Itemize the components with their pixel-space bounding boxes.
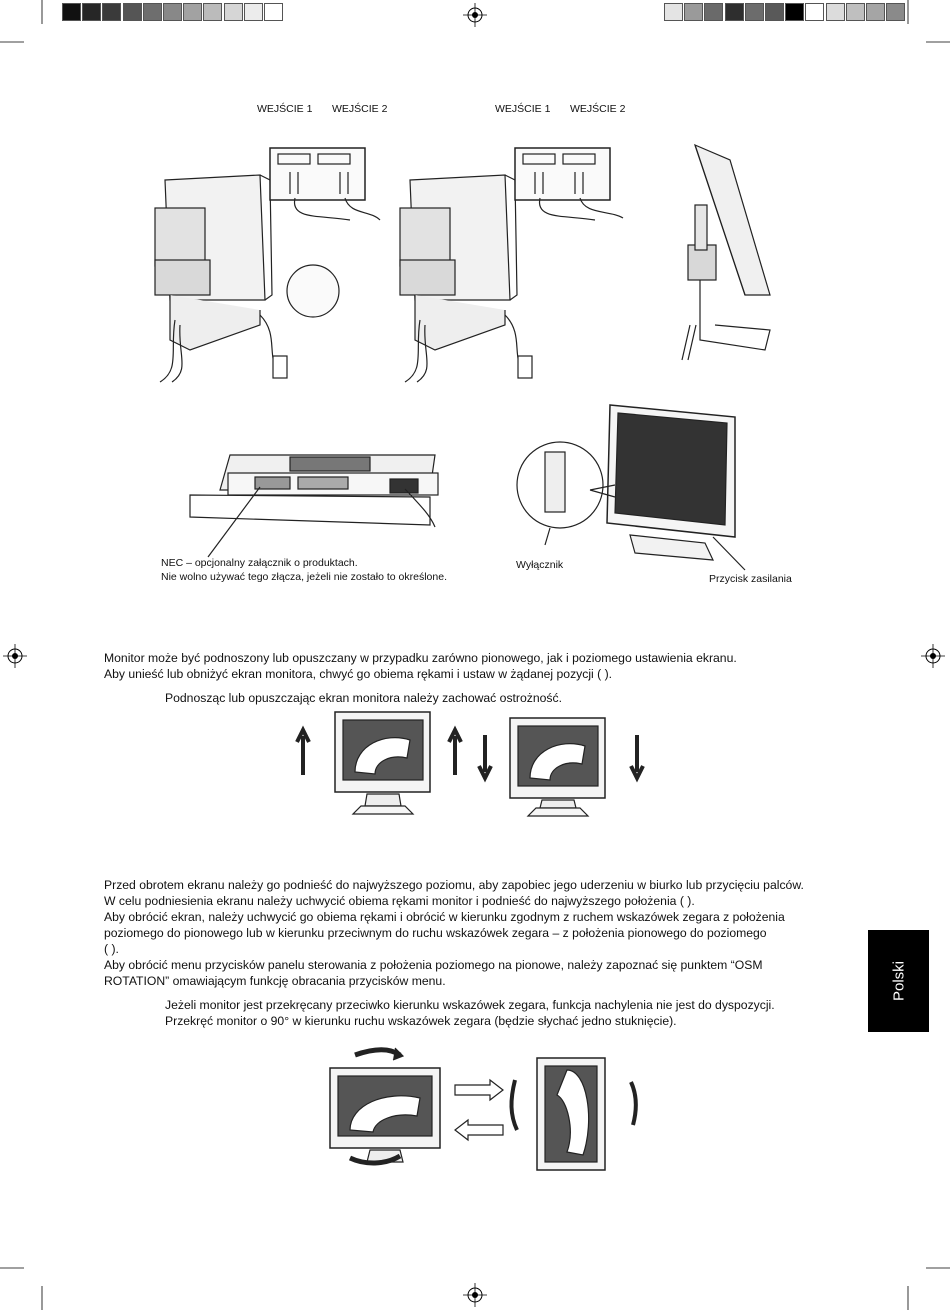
- rotation-illustration: [305, 1030, 645, 1180]
- rotate-text-line4: poziomego do pionowego lub w kierunku przeciwnym do ruchu wskazówek zegara – z położenia pionowego do poziomego: [104, 926, 767, 940]
- cable-connection-illustration-a: [150, 120, 390, 400]
- switch-label: Wyłącznik: [516, 559, 564, 571]
- rotate-text-line6: Aby obrócić menu przycisków panelu sterowania z położenia poziomego na pionowe, należy zapoznać się punktem “OSM: [104, 958, 763, 972]
- cable-connection-illustration-b: [395, 120, 635, 400]
- registration-target-left-icon: [3, 644, 27, 668]
- input-1-label-b: WEJŚCIE 1: [495, 103, 551, 115]
- rotate-note-line2: Przekręć monitor o 90° w kierunku ruchu wskazówek zegara (będzie słychać jedno stuknięcie).: [165, 1014, 677, 1028]
- lift-text-line2: Aby unieść lub obniżyć ekran monitora, chwyć go obiema rękami i ustaw w żądanej pozycji ( ).: [104, 667, 613, 681]
- rotate-text-line1: Przed obrotem ekranu należy go podnieść do najwyższego poziomu, aby zapobiec jego uderzeniu w biurko lub przycięciu palców.: [104, 878, 804, 892]
- monitor-front-view-illustration: [595, 405, 755, 575]
- language-side-tab: [868, 930, 929, 1032]
- rotate-text-line5: ( ).: [104, 942, 119, 956]
- rear-panel-illustration: [180, 445, 450, 555]
- registration-target-bottom-icon: [463, 1283, 487, 1307]
- input-2-label-b: WEJŚCIE 2: [570, 103, 626, 115]
- nec-caption-line1: NEC – opcjonalny załącznik o produktach.: [161, 557, 358, 569]
- lift-caution-note: Podnosząc lub opuszczając ekran monitora należy zachować ostrożność.: [165, 691, 562, 705]
- rotate-text-line3: Aby obrócić ekran, należy uchwycić go obiema rękami i obrócić w kierunku zgodnym z ruchem wskazówek zegara z położenia: [104, 910, 785, 924]
- rotate-note-line1: Jeżeli monitor jest przekręcany przeciwko kierunku wskazówek zegara, funkcja nachylenia nie jest do dyspozycji.: [165, 998, 775, 1012]
- input-1-label-a: WEJŚCIE 1: [257, 103, 313, 115]
- registration-target-top-icon: [463, 3, 487, 27]
- lift-text-line1: Monitor może być podnoszony lub opuszczany w przypadku zarówno pionowego, jak i poziomego ustawienia ekranu.: [104, 651, 737, 665]
- nec-caption-line2: Nie wolno używać tego złącza, jeżeli nie zostało to określone.: [161, 571, 447, 583]
- rotate-text-line2: W celu podniesienia ekranu należy uchwycić obiema rękami monitor i podnieść do najwyższego położenia ( ).: [104, 894, 695, 908]
- power-button-label: Przycisk zasilania: [709, 573, 792, 585]
- input-2-label-a: WEJŚCIE 2: [332, 103, 388, 115]
- rotate-text-line7: ROTATION” omawiającym funkcję obracania przycisków menu.: [104, 974, 446, 988]
- raise-lower-illustration: [295, 710, 655, 820]
- monitor-side-view-illustration: [670, 135, 800, 365]
- registration-target-right-icon: [921, 644, 945, 668]
- language-tab-label: Polski: [890, 960, 907, 1002]
